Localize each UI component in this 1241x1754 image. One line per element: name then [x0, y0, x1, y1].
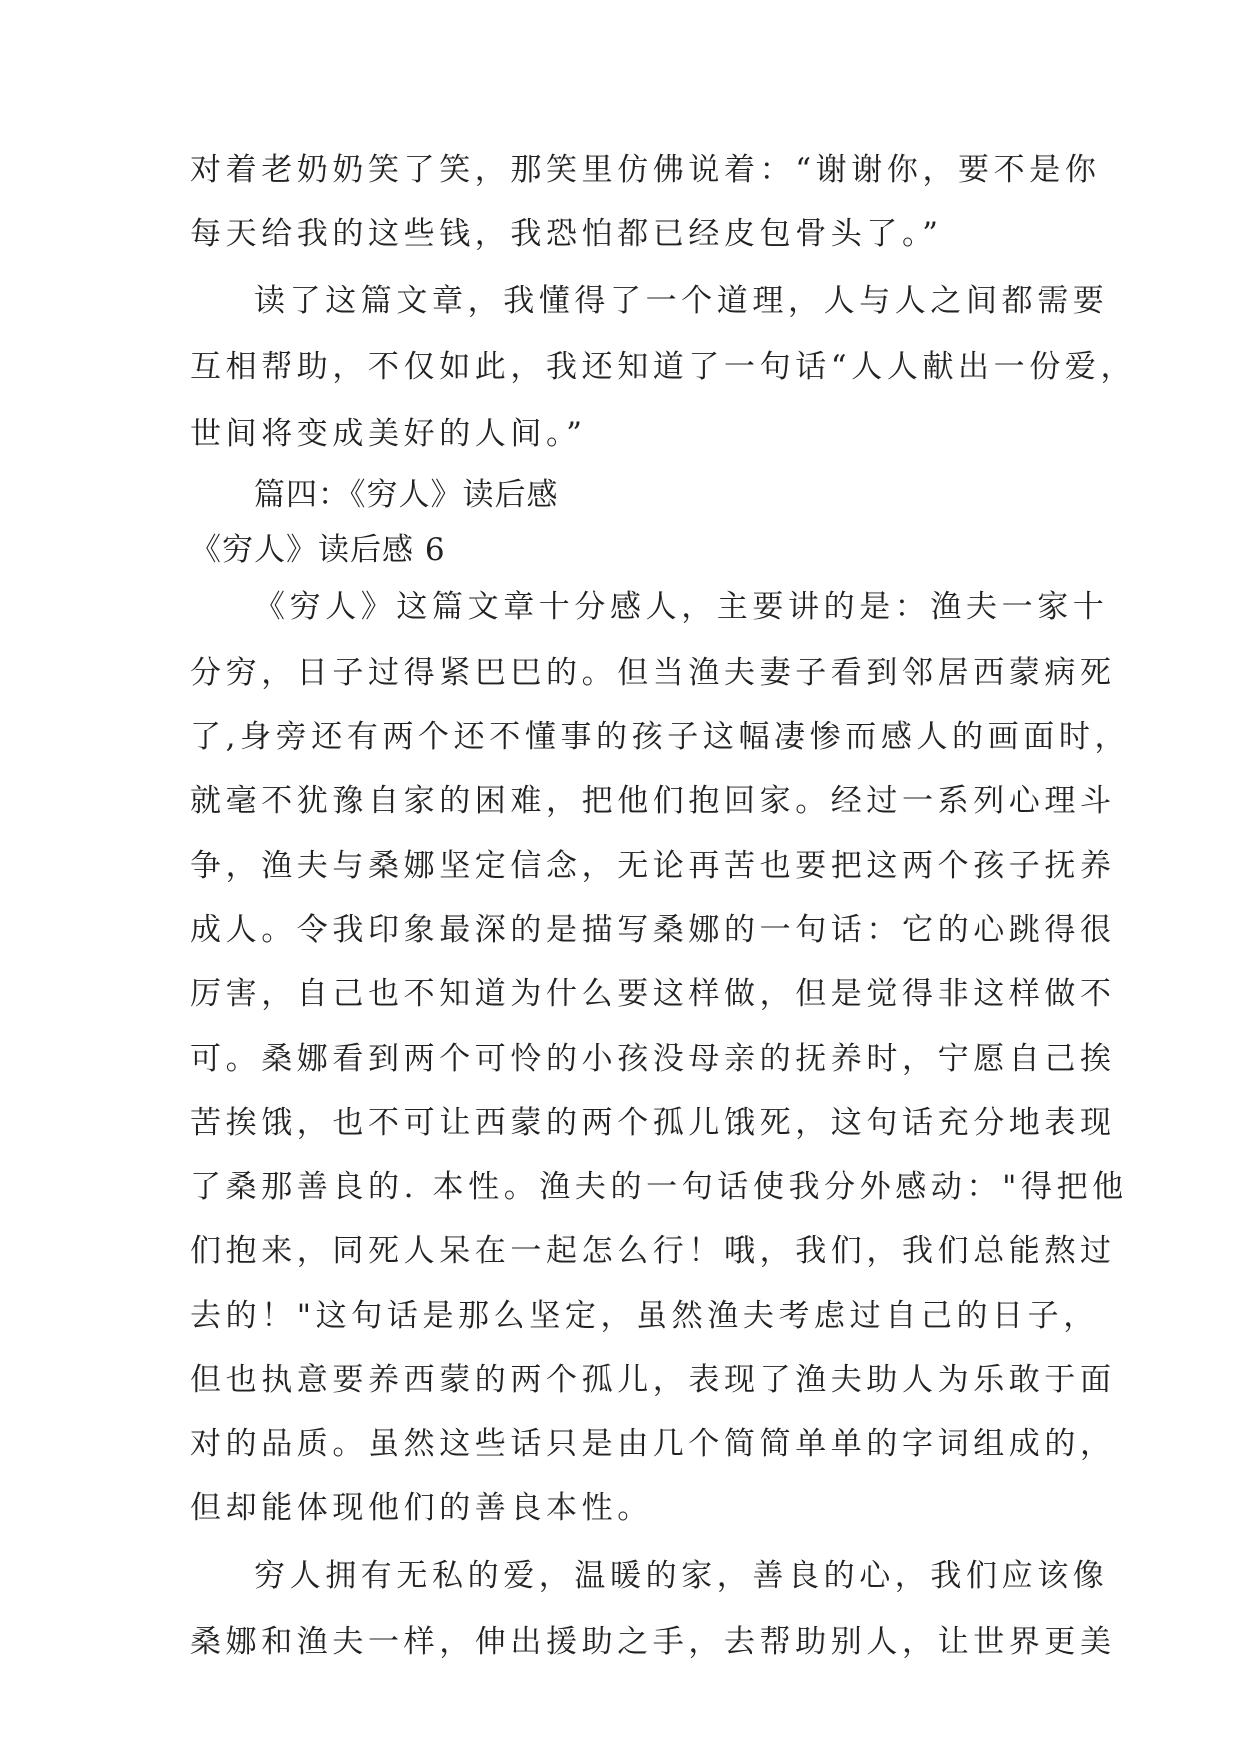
- text-line: 互相帮助，不仅如此，我还知道了一句话“人人献出一份爱，: [190, 349, 1137, 385]
- text-line: 对的品质。虽然这些话只是由几个简简单单的字词组成的，: [190, 1426, 1116, 1462]
- article-title: 《穷人》读后感 6: [190, 532, 446, 568]
- text-line: 但也执意要养西蒙的两个孤儿，表现了渔夫助人为乐敢于面: [190, 1362, 1116, 1398]
- section-heading: 篇四：《穷人》读后感: [254, 477, 559, 513]
- text-line: 每天给我的这些钱，我恐怕都已经皮包骨头了。”: [190, 216, 943, 252]
- text-line: 成人。令我印象最深的是描写桑娜的一句话：它的心跳得很: [190, 912, 1116, 948]
- text-line: 们抱来，同死人呆在一起怎么行！哦，我们，我们总能熬过: [190, 1233, 1116, 1269]
- text-line: 穷人拥有无私的爱，温暖的家，善良的心，我们应该像: [254, 1558, 1109, 1594]
- text-line: 了桑那善良的. 本性。渔夫的一句话使我分外感动："得把他: [190, 1169, 1128, 1205]
- text-line: 就毫不犹豫自家的困难，把他们抱回家。经过一系列心理斗: [190, 783, 1116, 819]
- text-line: 厉害，自己也不知道为什么要这样做，但是觉得非这样做不: [190, 976, 1116, 1012]
- text-line: 去的！"这句话是那么坚定，虽然渔夫考虑过自己的日子，: [190, 1298, 1099, 1334]
- text-line: 苦挨饿，也不可让西蒙的两个孤儿饿死，这句话充分地表现: [190, 1105, 1116, 1141]
- text-line: 世间将变成美好的人间。”: [190, 416, 587, 452]
- text-line: 可。桑娜看到两个可怜的小孩没母亲的抚养时，宁愿自己挨: [190, 1041, 1116, 1077]
- text-line: 了,身旁还有两个还不懂事的孩子这幅凄惨而感人的画面时，: [190, 719, 1131, 755]
- text-line: 争，渔夫与桑娜坚定信念，无论再苦也要把这两个孩子抚养: [190, 848, 1116, 884]
- text-line: 《穷人》这篇文章十分感人，主要讲的是：渔夫一家十: [254, 589, 1109, 625]
- text-line: 桑娜和渔夫一样，伸出援助之手，去帮助别人，让世界更美: [190, 1624, 1116, 1660]
- text-line: 但却能体现他们的善良本性。: [190, 1490, 653, 1526]
- text-line: 分穷，日子过得紧巴巴的。但当渔夫妻子看到邻居西蒙病死: [190, 655, 1116, 691]
- text-line: 读了这篇文章，我懂得了一个道理，人与人之间都需要: [254, 283, 1109, 319]
- text-line: 对着老奶奶笑了笑，那笑里仿佛说着：“谢谢你，要不是你: [190, 152, 1101, 188]
